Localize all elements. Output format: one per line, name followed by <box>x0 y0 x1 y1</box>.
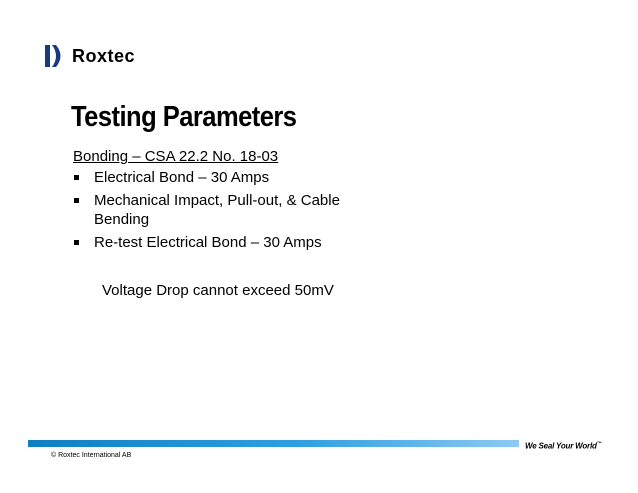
roxtec-logo <box>44 44 135 68</box>
voltage-note: Voltage Drop cannot exceed 50mV <box>102 282 334 299</box>
copyright: © Roxtec International AB <box>51 452 132 459</box>
square-bullet-icon <box>74 198 79 203</box>
bullet-item <box>73 233 393 252</box>
square-bullet-icon <box>74 175 79 180</box>
bullet-text: Electrical Bond – 30 Amps <box>94 169 270 186</box>
bullet-text: Mechanical Impact, Pull-out, & Cable Bending <box>94 192 340 228</box>
bullet-item <box>73 191 393 229</box>
trademark-mark: ™ <box>596 441 602 447</box>
bullet-list <box>73 168 393 256</box>
square-bullet-icon <box>74 240 79 245</box>
slogan-text: We Seal Your World <box>525 441 597 451</box>
slogan <box>525 438 602 453</box>
subheading: Bonding – CSA 22.2 No. 18-03 <box>73 148 279 165</box>
brand-name: Roxtec <box>72 46 136 66</box>
slide-title: Testing Parameters <box>71 101 297 133</box>
bullet-text: Re-test Electrical Bond – 30 Amps <box>94 234 322 251</box>
bullet-item <box>73 168 393 187</box>
roxtec-logo-mark-icon <box>44 44 66 68</box>
footer-band <box>28 440 519 447</box>
